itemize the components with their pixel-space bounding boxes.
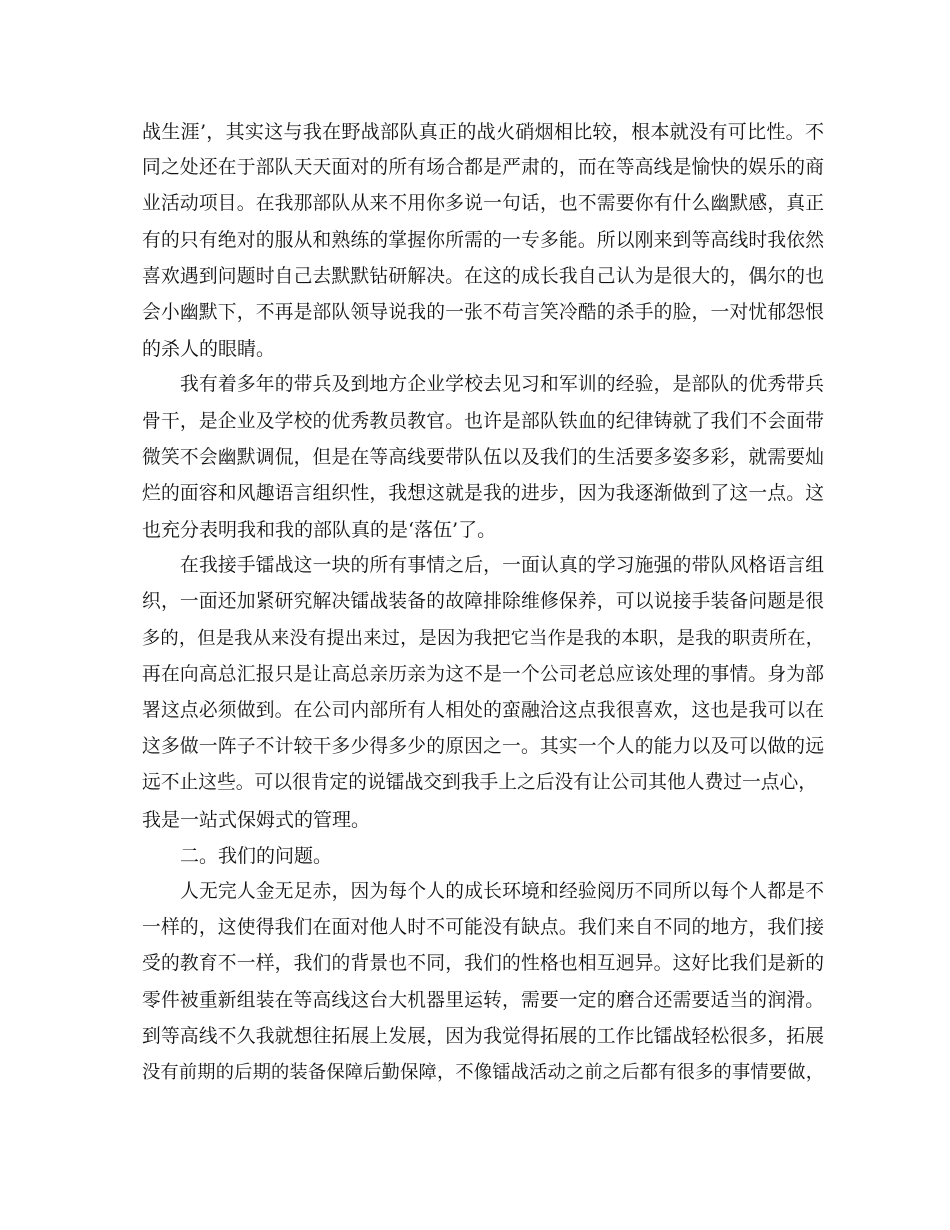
text-line: 织，一面还加紧研究解决镭战装备的故障排除维修保养，可以说接手装备问题是很 [142, 591, 824, 613]
text-line: 我有着多年的带兵及到地方企业学校去见习和军训的经验，是部队的优秀带兵 [180, 374, 824, 396]
text-line: 在我接手镭战这一块的所有事情之后，一面认真的学习施强的带队风格语言组 [180, 555, 824, 577]
text-line: 零件被重新组装在等高线这台大机器里运转，需要一定的磨合还需要适当的润滑。 [142, 989, 824, 1011]
text-line: 多的，但是我从来没有提出来过，是因为我把它当作是我的本职，是我的职责所在， [142, 627, 824, 649]
text-line: 也充分表明我和我的部队真的是‘落伍’了。 [142, 519, 497, 542]
text-line: 喜欢遇到问题时自己去默默钻研解决。在这的成长我自己认为是很大的，偶尔的也 [142, 265, 824, 287]
text-line: 到等高线不久我就想往拓展上发展，因为我觉得拓展的工作比镭战轻松很多，拓展 [142, 1025, 824, 1047]
text-line: 同之处还在于部队天天面对的所有场合都是严肃的，而在等高线是愉快的娱乐的商 [142, 157, 824, 179]
text-line: 我是一站式保姆式的管理。 [142, 808, 371, 831]
text-line: 再在向高总汇报只是让高总亲历亲为这不是一个公司老总应该处理的事情。身为部 [142, 663, 824, 685]
text-line: 受的教育不一样，我们的背景也不同，我们的性格也相互迥异。这好比我们是新的 [142, 953, 824, 975]
text-line: 有的只有绝对的服从和熟练的掌握你所需的一专多能。所以刚来到等高线时我依然 [142, 229, 824, 251]
text-line: 战生涯’，其实这与我在野战部队真正的战火硝烟相比较，根本就没有可比性。不 [142, 121, 824, 143]
text-line: 一样的，这使得我们在面对他人时不可能没有缺点。我们来自不同的地方，我们接 [142, 917, 824, 939]
text-line: 远不止这些。可以很肯定的说镭战交到我手上之后没有让公司其他人费过一点心， [142, 772, 817, 794]
text-line: 这多做一阵子不计较干多少得多少的原因之一。其实一个人的能力以及可以做的远 [142, 736, 824, 758]
text-line: 署这点必须做到。在公司内部所有人相处的蛮融洽这点我很喜欢，这也是我可以在 [142, 700, 824, 721]
text-line: 业活动项目。在我那部队从来不用你多说一句话，也不需要你有什么幽默感，真正 [142, 193, 824, 215]
text-line: 会小幽默下，不再是部队领导说我的一张不苟言笑冷酷的杀手的脸，一对忧郁怨恨 [142, 301, 824, 323]
text-line: 烂的面容和风趣语言组织性，我想这就是我的进步，因为我逐渐做到了这一点。这 [142, 482, 824, 504]
text-line: 微笑不会幽默调侃，但是在等高线要带队伍以及我们的生活要多姿多彩，就需要灿 [142, 446, 824, 468]
text-line: 骨干，是企业及学校的优秀教员教官。也许是部队铁血的纪律铸就了我们不会面带 [142, 410, 824, 432]
document-body [142, 114, 824, 1091]
text-line: 没有前期的后期的装备保障后勤保障，不像镭战活动之前之后都有很多的事情要做， [142, 1061, 824, 1083]
text-line: 的杀人的眼睛。 [142, 338, 276, 361]
text-line: 二。我们的问题。 [180, 844, 333, 867]
text-line: 人无完人金无足赤，因为每个人的成长环境和经验阅历不同所以每个人都是不 [180, 880, 824, 902]
